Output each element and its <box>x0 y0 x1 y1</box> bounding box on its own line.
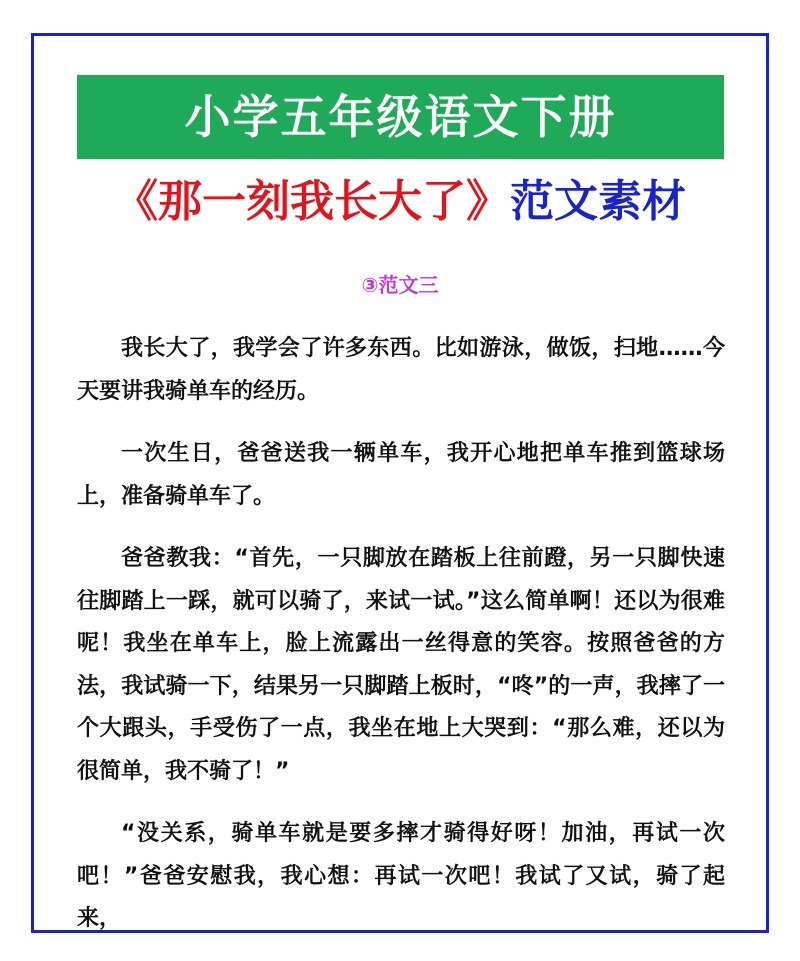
article-body <box>77 328 725 961</box>
section-label: ③范文三 <box>361 273 439 297</box>
paragraph: 一次生日，爸爸送我一辆单车，我开心地把单车推到篮球场上，准备骑单车了。 <box>77 441 725 509</box>
paragraph: 我长大了，我学会了许多东西。比如游泳，做饭，扫地……今天要讲我骑单车的经历。 <box>77 336 725 404</box>
paragraph: 爸爸教我：“首先，一只脚放在踏板上往前蹬，另一只脚快速往脚踏上一踩，就可以骑了，来试一试。”这么简单啊！还以为很难呢！我坐在单车上，脸上流露出一丝得意的笑容。按照爸爸的方法，我试骑一下，结果另一只脚踏上板时，“咚”的一声，我摔了一个大跟头，手受伤了一点，我坐在地上大哭到：“那么难，还以为很简单，我不骑了！” <box>77 546 725 784</box>
article-subtitle <box>60 170 740 234</box>
paragraph: “没关系，骑单车就是要多摔才骑得好呀！加油，再试一次吧！”爸爸安慰我，我心想：再试一次吧！我试了又试，骑了起来， <box>77 821 725 931</box>
title-banner: 小学五年级语文下册 <box>77 75 724 159</box>
subtitle-book-title: 《那一刻我长大了》 <box>114 176 510 227</box>
subtitle-category: 范文素材 <box>510 176 686 227</box>
